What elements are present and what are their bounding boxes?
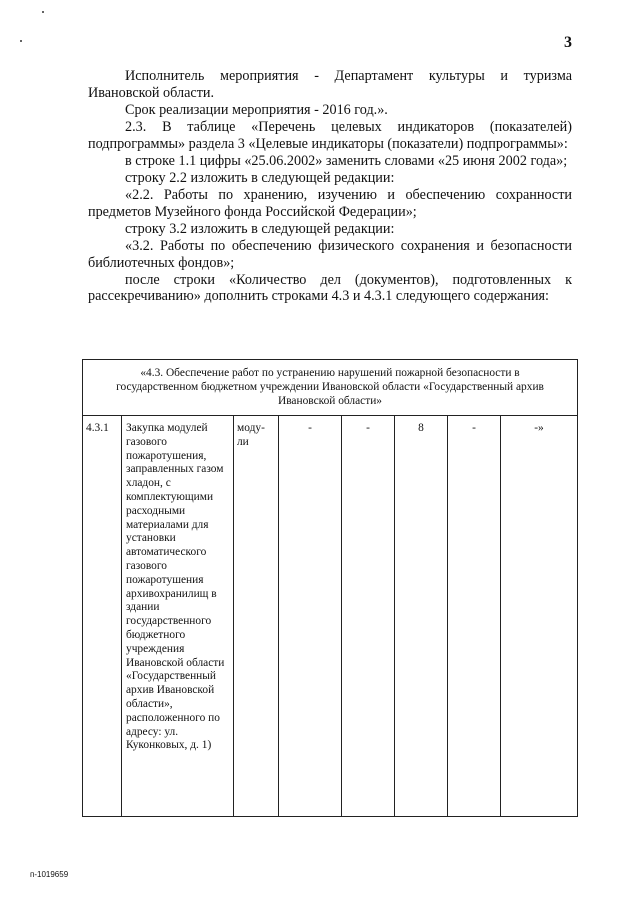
paragraph-row-3-2-intro: строку 3.2 изложить в следующей редакции:: [125, 220, 395, 237]
row-unit-cell: моду-ли: [233, 416, 278, 816]
document-body: [88, 68, 572, 306]
paragraph-item-2-3: 2.3. В таблице «Перечень целевых индикаторов (показателей) подпрограммы» раздела 3 «Целевые индикаторы (показатели) подпрограммы»:: [88, 118, 572, 152]
row-number-cell: 4.3.1: [86, 422, 109, 434]
paragraph-row-2-2-intro: строку 2.2 изложить в следующей редакции:: [125, 169, 395, 186]
paragraph-row-3-2-text: «3.2. Работы по обеспечению физического сохранения и безопасности библиотечных фондов»;: [88, 238, 572, 271]
paragraph-row-2-2-text: «2.2. Работы по хранению, изучению и обеспечению сохранности предметов Музейного фонда Российской Федерации»;: [88, 187, 572, 220]
table-section-header: «4.3. Обеспечение работ по устранению нарушений пожарной безопасности в государственном бюджетном учреждении Ивановской области «Государственный архив Ивановской области»: [83, 360, 577, 416]
paragraph-add-rows: после строки «Количество дел (документов), подготовленных к рассекречиванию» дополнить строками 4.3 и 4.3.1 следующего содержания:: [88, 271, 572, 305]
indicators-table: [82, 359, 578, 817]
row-name-cell: Закупка модулей газового пожаротушения, заправленных газом хладон, с комплектующими расходными материалами для установки автоматического газового пожаротушения архивохранилищ в здании государственного бюджетного учреждения Ивановской области «Государственный архив Ивановской области», расположенного по адресу: ул. Куконковых, д. 1): [121, 416, 233, 816]
row-value-cell: -: [278, 416, 341, 816]
paragraph-row-1-1: в строке 1.1 цифры «25.06.2002» заменить словами «25 июня 2002 года»;: [125, 152, 568, 169]
row-value-cell: -: [341, 416, 394, 816]
row-value-cell: -»: [500, 416, 577, 816]
scan-speck: [20, 40, 22, 42]
table-row: [83, 416, 577, 816]
row-value-cell: -: [447, 416, 500, 816]
paragraph-deadline: Срок реализации мероприятия - 2016 год.».: [125, 101, 388, 118]
row-value-cell: 8: [394, 416, 447, 816]
page-number: 3: [564, 34, 572, 51]
scan-speck: [42, 11, 44, 13]
paragraph-executor: Исполнитель мероприятия - Департамент культуры и туризма Ивановской области.: [88, 68, 572, 101]
document-code: п-1019659: [30, 870, 69, 879]
